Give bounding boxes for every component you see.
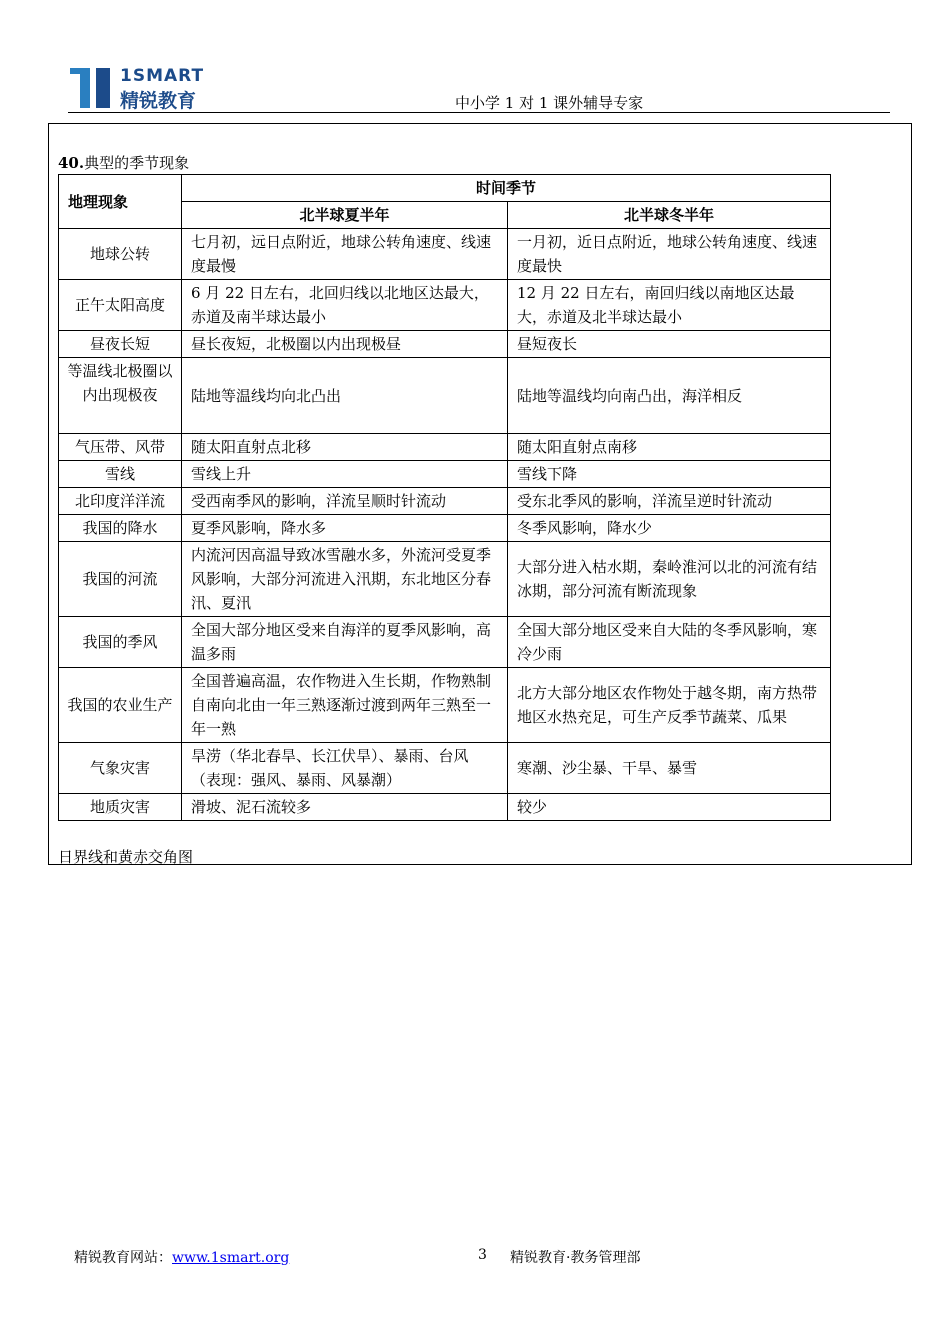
table-row <box>59 794 831 821</box>
section-number: 40. <box>58 154 85 172</box>
row-summer: 滑坡、泥石流较多 <box>182 794 508 821</box>
header-summer: 北半球夏半年 <box>182 202 508 229</box>
row-winter: 昼短夜长 <box>508 331 831 358</box>
row-summer: 七月初，远日点附近，地球公转角速度、线速度最慢 <box>182 229 508 280</box>
footer-site <box>74 1247 289 1267</box>
seasonal-phenomena-table <box>58 174 831 821</box>
row-summer: 全国大部分地区受来自海洋的夏季风影响，高温多雨 <box>182 617 508 668</box>
footer-site-link[interactable]: www.1smart.org <box>172 1250 290 1266</box>
row-phenomenon: 我国的降水 <box>59 515 182 542</box>
row-phenomenon: 气压带、风带 <box>59 434 182 461</box>
row-winter: 一月初，近日点附近，地球公转角速度、线速度最快 <box>508 229 831 280</box>
table-row <box>59 461 831 488</box>
row-winter: 陆地等温线均向南凸出，海洋相反 <box>508 358 831 434</box>
row-winter: 雪线下降 <box>508 461 831 488</box>
row-summer: 内流河因高温导致冰雪融水多，外流河受夏季风影响，大部分河流进入汛期，东北地区分春汛、夏汛 <box>182 542 508 617</box>
table-row <box>59 331 831 358</box>
row-phenomenon: 我国的季风 <box>59 617 182 668</box>
row-phenomenon: 我国的河流 <box>59 542 182 617</box>
footer-department: 精锐教育·教务管理部 <box>510 1250 641 1266</box>
table-row <box>59 668 831 743</box>
table-row <box>59 542 831 617</box>
row-phenomenon: 地质灾害 <box>59 794 182 821</box>
logo-brand-en: 1SMART <box>120 66 205 86</box>
row-summer: 陆地等温线均向北凸出 <box>182 358 508 434</box>
row-winter: 受东北季风的影响，洋流呈逆时针流动 <box>508 488 831 515</box>
table-row <box>59 434 831 461</box>
row-summer: 随太阳直射点北移 <box>182 434 508 461</box>
logo-mark-icon <box>70 68 116 108</box>
row-winter: 冬季风影响，降水少 <box>508 515 831 542</box>
row-winter: 寒潮、沙尘暴、干旱、暴雪 <box>508 743 831 794</box>
row-summer: 旱涝（华北春旱、长江伏旱）、暴雨、台风（表现：强风、暴雨、风暴潮） <box>182 743 508 794</box>
row-winter: 全国大部分地区受来自大陆的冬季风影响，寒冷少雨 <box>508 617 831 668</box>
table-row <box>59 488 831 515</box>
row-summer: 雪线上升 <box>182 461 508 488</box>
row-phenomenon: 等温线北极圈以内出现极夜 <box>59 358 182 434</box>
section-title <box>58 152 189 173</box>
page-number: 3 <box>478 1247 487 1263</box>
section-title-text: 典型的季节现象 <box>84 154 190 172</box>
dateline-heading: 日界线和黄赤交角图 <box>58 848 194 866</box>
row-summer: 昼长夜短，北极圈以内出现极昼 <box>182 331 508 358</box>
row-phenomenon: 昼夜长短 <box>59 331 182 358</box>
header-time-season: 时间季节 <box>182 175 831 202</box>
row-winter: 12 月 22 日左右，南回归线以南地区达最大，赤道及北半球达最小 <box>508 280 831 331</box>
table-row <box>59 743 831 794</box>
row-phenomenon: 地球公转 <box>59 229 182 280</box>
row-winter: 北方大部分地区农作物处于越冬期，南方热带地区水热充足，可生产反季节蔬菜、瓜果 <box>508 668 831 743</box>
row-summer: 受西南季风的影响，洋流呈顺时针流动 <box>182 488 508 515</box>
header-divider <box>68 112 890 113</box>
header-tagline: 中小学 1 对 1 课外辅导专家 <box>455 94 644 112</box>
header-phenomenon: 地理现象 <box>59 175 182 229</box>
table-header-row <box>59 175 831 202</box>
row-summer: 夏季风影响，降水多 <box>182 515 508 542</box>
table-row <box>59 515 831 542</box>
header-winter: 北半球冬半年 <box>508 202 831 229</box>
brand-logo <box>70 66 220 110</box>
footer-site-label: 精锐教育网站： <box>74 1250 172 1266</box>
row-winter: 大部分进入枯水期，秦岭淮河以北的河流有结冰期，部分河流有断流现象 <box>508 542 831 617</box>
table-row <box>59 617 831 668</box>
row-phenomenon: 正午太阳高度 <box>59 280 182 331</box>
table-row <box>59 358 831 434</box>
row-summer: 全国普遍高温，农作物进入生长期，作物熟制自南向北由一年三熟逐渐过渡到两年三熟至一年一熟 <box>182 668 508 743</box>
table-row <box>59 229 831 280</box>
row-phenomenon: 气象灾害 <box>59 743 182 794</box>
row-phenomenon: 雪线 <box>59 461 182 488</box>
row-winter: 较少 <box>508 794 831 821</box>
row-winter: 随太阳直射点南移 <box>508 434 831 461</box>
row-phenomenon: 北印度洋洋流 <box>59 488 182 515</box>
row-phenomenon: 我国的农业生产 <box>59 668 182 743</box>
logo-brand-cn: 精锐教育 <box>120 90 197 112</box>
table-row <box>59 280 831 331</box>
row-summer: 6 月 22 日左右，北回归线以北地区达最大，赤道及南半球达最小 <box>182 280 508 331</box>
